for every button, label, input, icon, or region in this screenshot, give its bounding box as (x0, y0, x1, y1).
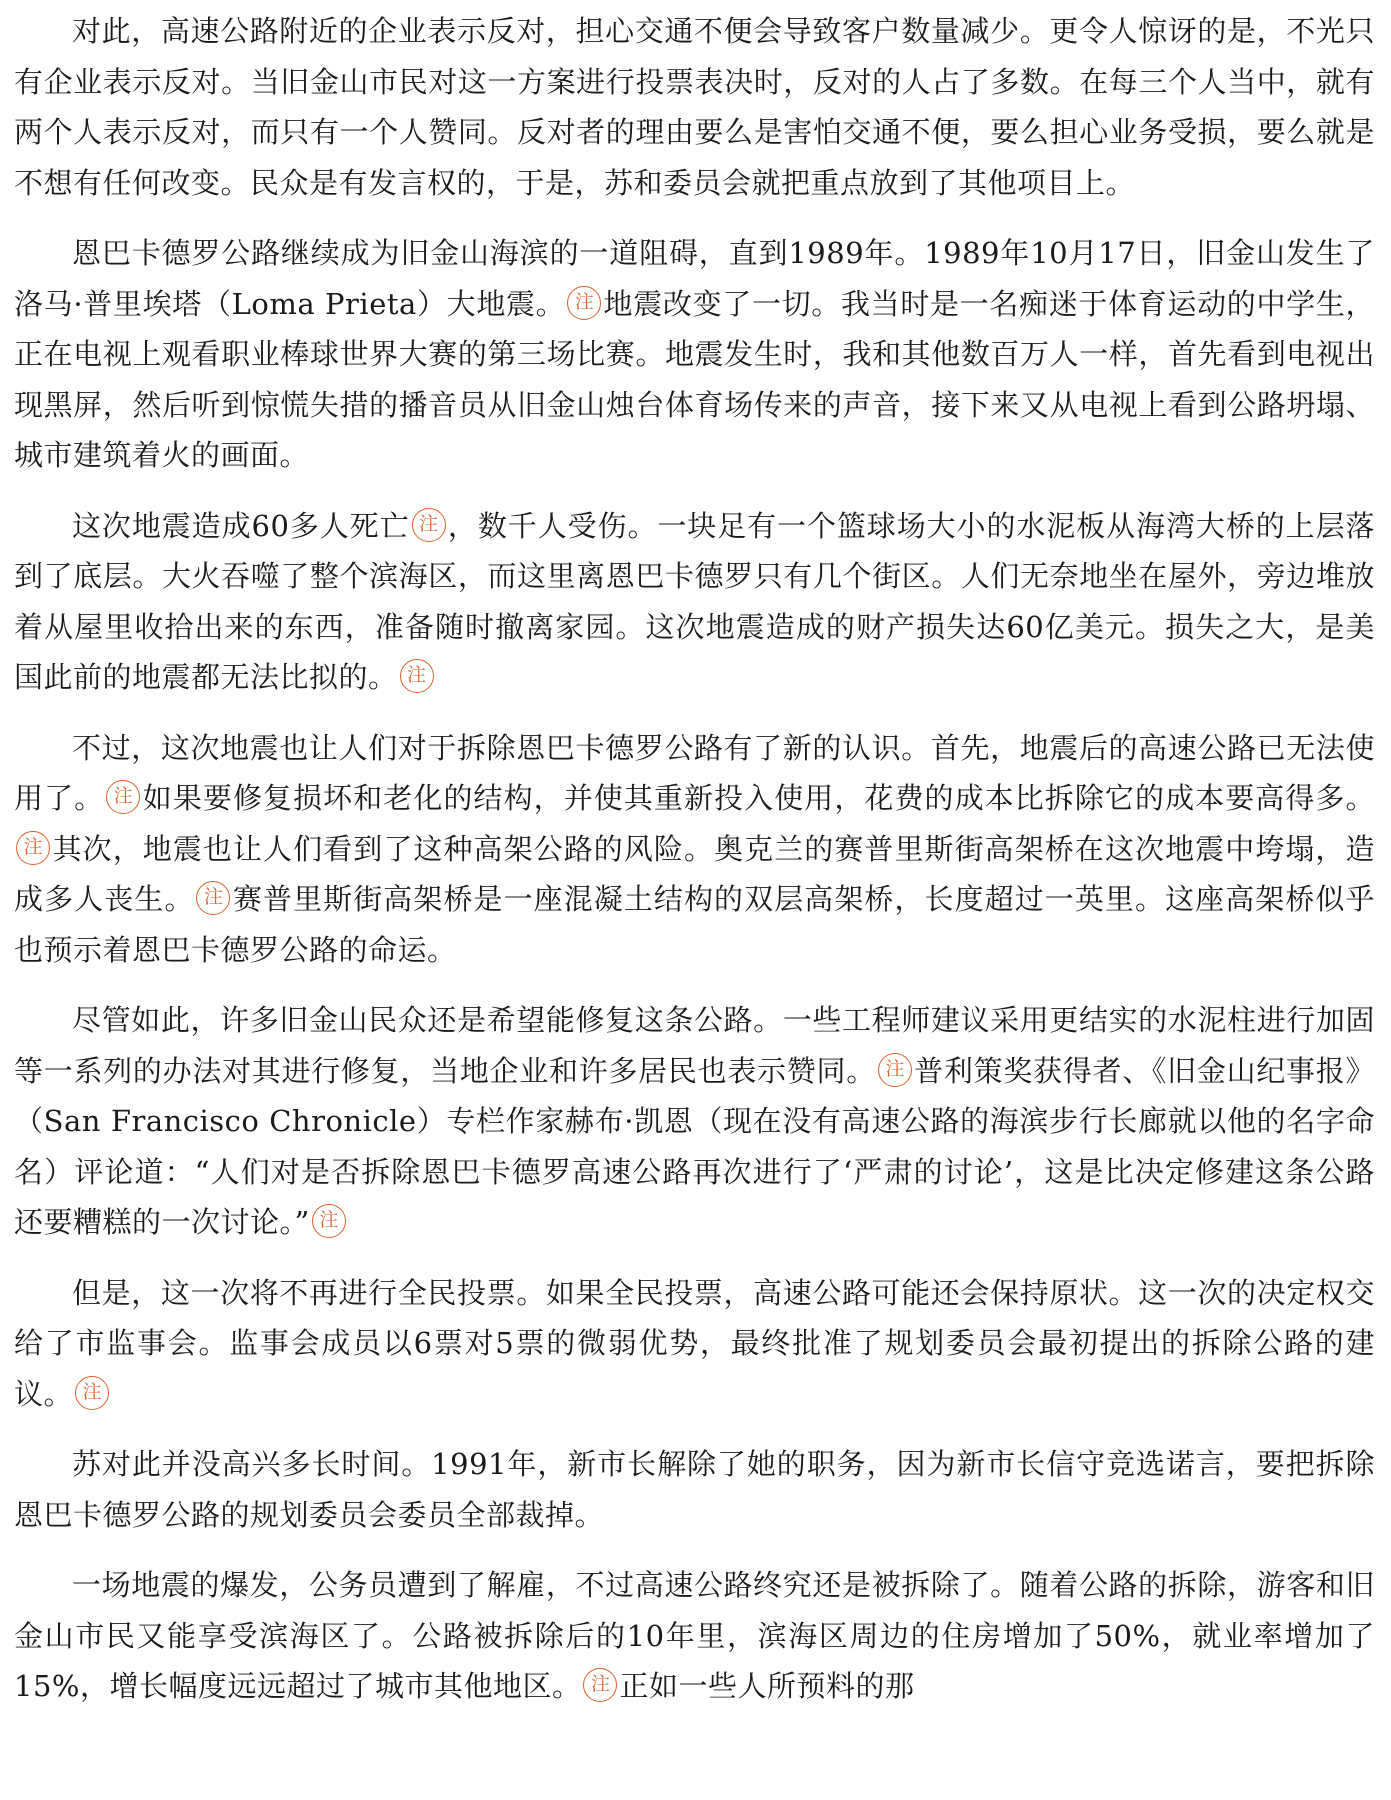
paragraph-text: 赛普里斯街高架桥是一座混凝土结构的双层高架桥，长度超过一英里。这座高架桥似乎也预示着恩巴卡德罗公路的命运。 (14, 882, 1375, 967)
footnote-marker[interactable]: 注 (412, 508, 446, 542)
footnote-marker[interactable]: 注 (75, 1376, 109, 1410)
footnote-marker[interactable]: 注 (583, 1668, 617, 1702)
footnote-marker[interactable]: 注 (196, 881, 230, 915)
footnote-marker[interactable]: 注 (312, 1204, 346, 1238)
paragraph-2 (14, 228, 1375, 481)
paragraph-text: 恩巴卡德罗公路继续成为旧金山海滨的一道阻碍，直到1989年。1989年10月17日，旧金山发生了洛马·普里埃塔（Loma Prieta）大地震。 (14, 236, 1375, 321)
paragraph-6 (14, 1268, 1375, 1420)
paragraph-text: ，数千人受伤。一块足有一个篮球场大小的水泥板从海湾大桥的上层落到了底层。大火吞噬了整个滨海区，而这里离恩巴卡德罗只有几个街区。人们无奈地坐在屋外，旁边堆放着从屋里收拾出来的东西，准备随时撤离家园。这次地震造成的财产损失达60亿美元。损失之大，是美国此前的地震都无法比拟的。 (14, 508, 1375, 694)
document-page (14, 6, 1375, 1712)
footnote-marker[interactable]: 注 (878, 1053, 912, 1087)
paragraph-1 (14, 6, 1375, 208)
paragraph-text: 对此，高速公路附近的企业表示反对，担心交通不便会导致客户数量减少。更令人惊讶的是，不光只有企业表示反对。当旧金山市民对这一方案进行投票表决时，反对的人占了多数。在每三个人当中，就有两个人表示反对，而只有一个人赞同。反对者的理由要么是害怕交通不便，要么担心业务受损，要么就是不想有任何改变。民众是有发言权的，于是，苏和委员会就把重点放到了其他项目上。 (14, 14, 1375, 200)
footnote-marker[interactable]: 注 (16, 831, 50, 865)
paragraph-text: 普利策奖获得者、《旧金山纪事报》（San Francisco Chronicle）专栏作家赫布·凯恩（现在没有高速公路的海滨步行长廊就以他的名字命名）评论道：“人们对是否拆除恩巴卡德罗高速公路再次进行了‘严肃的讨论’，这是比决定修建这条公路还要糟糕的一次讨论。” (14, 1053, 1375, 1239)
paragraph-7 (14, 1439, 1375, 1540)
paragraph-4 (14, 723, 1375, 976)
paragraph-text: 一场地震的爆发，公务员遭到了解雇，不过高速公路终究还是被拆除了。随着公路的拆除，游客和旧金山市民又能享受滨海区了。公路被拆除后的10年里，滨海区周边的住房增加了50%，就业率增加了15%，增长幅度远远超过了城市其他地区。 (14, 1568, 1375, 1703)
paragraph-text: 其次，地震也让人们看到了这种高架公路的风险。奥克兰的赛普里斯街高架桥在这次地震中垮塌，造成多人丧生。 (14, 831, 1375, 916)
paragraph-text: 尽管如此，许多旧金山民众还是希望能修复这条公路。一些工程师建议采用更结实的水泥柱进行加固等一系列的办法对其进行修复，当地企业和许多居民也表示赞同。 (14, 1003, 1375, 1088)
footnote-marker[interactable]: 注 (106, 780, 140, 814)
paragraph-text: 如果要修复损坏和老化的结构，并使其重新投入使用，花费的成本比拆除它的成本要高得多。 (142, 781, 1375, 815)
footnote-marker[interactable]: 注 (567, 286, 601, 320)
paragraph-3 (14, 501, 1375, 703)
paragraph-text: 不过，这次地震也让人们对于拆除恩巴卡德罗公路有了新的认识。首先，地震后的高速公路已无法使用了。 (14, 730, 1375, 815)
paragraph-text: 正如一些人所预料的那 (619, 1669, 915, 1703)
paragraph-5 (14, 995, 1375, 1248)
paragraph-text: 这次地震造成60多人死亡 (72, 508, 410, 543)
footnote-marker[interactable]: 注 (400, 659, 434, 693)
paragraph-text: 苏对此并没高兴多长时间。1991年，新市长解除了她的职务，因为新市长信守竞选诺言，要把拆除恩巴卡德罗公路的规划委员会委员全部裁掉。 (14, 1447, 1375, 1532)
paragraph-text: 地震改变了一切。我当时是一名痴迷于体育运动的中学生，正在电视上观看职业棒球世界大赛的第三场比赛。地震发生时，我和其他数百万人一样，首先看到电视出现黑屏，然后听到惊慌失措的播音员从旧金山烛台体育场传来的声音，接下来又从电视上看到公路坍塌、城市建筑着火的画面。 (14, 286, 1375, 472)
paragraph-text: 但是，这一次将不再进行全民投票。如果全民投票，高速公路可能还会保持原状。这一次的决定权交给了市监事会。监事会成员以6票对5票的微弱优势，最终批准了规划委员会最初提出的拆除公路的建议。 (14, 1275, 1375, 1411)
paragraph-8 (14, 1560, 1375, 1712)
